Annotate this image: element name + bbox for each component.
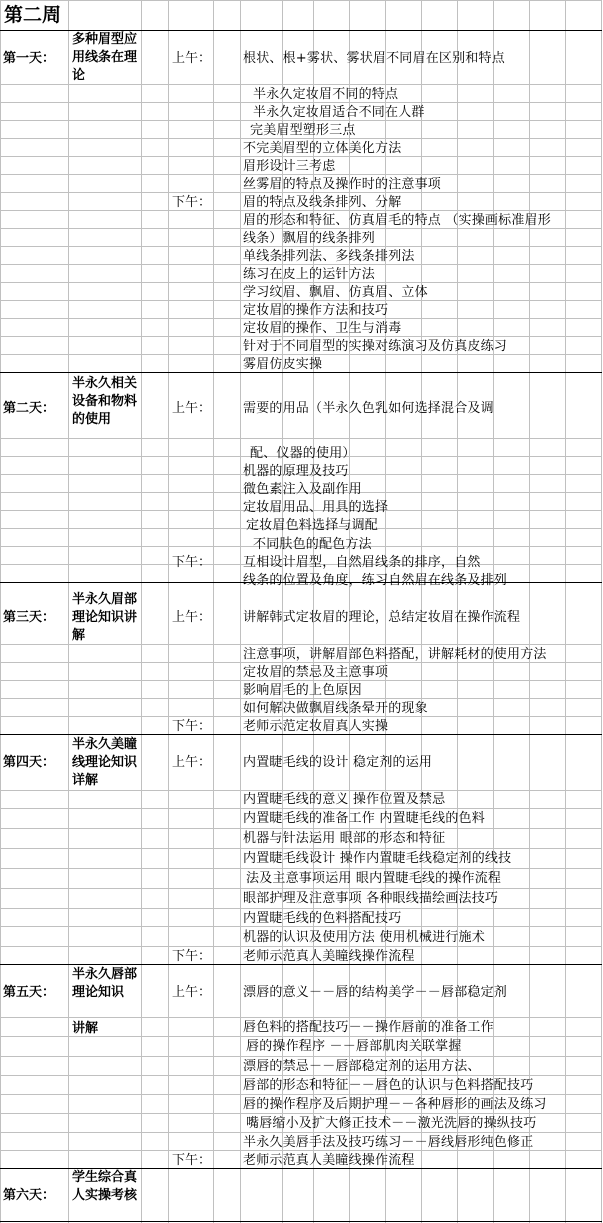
day-title: 半永久眉部理论知识讲解 — [72, 592, 138, 643]
grid-col-line — [168, 0, 169, 1223]
period-pm: 下午： — [172, 719, 212, 734]
schedule-line: 定妆眉用品、用具的选择 — [243, 500, 389, 515]
day-label: 第四天： — [3, 755, 56, 770]
grid-col-line — [529, 0, 530, 1223]
grid-col-line — [240, 0, 241, 1223]
schedule-line: 漂唇的禁忌－－唇部稳定剂的运用方法、 — [243, 1059, 481, 1074]
schedule-line: 影响眉毛的上色原因 — [243, 683, 362, 698]
period-am: 上午： — [172, 51, 212, 66]
grid-row-line — [0, 1017, 602, 1018]
schedule-line: 嘴唇缩小及扩大修正技术－－激光洗唇的操纵技巧 — [246, 1116, 537, 1131]
schedule-line: 内置睫毛线的色料搭配技巧 — [243, 911, 402, 926]
grid-col-line — [213, 0, 214, 1223]
day-label: 第二天： — [3, 401, 56, 416]
grid-col-line — [0, 0, 1, 1223]
schedule-line: 眼部护理及注意事项 各种眼线描绘画法技巧 — [243, 891, 499, 906]
period-pm: 下午： — [172, 195, 212, 210]
period-am: 上午： — [172, 755, 212, 770]
schedule-line: 内置睫毛线的意义 操作位置及禁忌 — [243, 792, 446, 807]
schedule-line: 定妆眉的操作方法和技巧 — [243, 303, 389, 318]
grid-row-line — [0, 848, 602, 849]
schedule-line: 唇色料的搭配技巧－－操作唇前的准备工作 — [243, 1020, 494, 1035]
day-title: 学生综合真人实操考核 — [72, 1170, 138, 1203]
schedule-line: 完美眉型塑形三点 — [250, 123, 356, 138]
day-title: 半永久相关设备和物料的使用 — [72, 376, 138, 427]
grid-col-line — [68, 0, 69, 1223]
schedule-line: 针对于不同眉型的实操对练演习及仿真皮练习 — [243, 339, 508, 354]
schedule-line: 唇的操作程序 －－唇部肌肉关联掌握 — [246, 1039, 462, 1054]
schedule-line: 眉的形态和特征、仿真眉毛的特点 （实操画标准眉形 — [243, 213, 551, 228]
schedule-line: 讲解韩式定妆眉的理论，总结定妆眉在操作流程 — [243, 610, 521, 625]
week-title: 第二周 — [4, 4, 62, 26]
grid-row-line — [0, 868, 602, 869]
day-title-continued: 讲解 — [72, 1021, 99, 1036]
period-am: 上午： — [172, 401, 212, 416]
grid-row-line — [0, 1056, 602, 1057]
day-label: 第六天： — [3, 1188, 56, 1203]
schedule-line: 内置睫毛线的准备工作 内置睫毛线的色料 — [243, 811, 485, 826]
day-label: 第一天： — [3, 51, 56, 66]
day-label: 第五天： — [3, 985, 56, 1000]
schedule-line: 半永久定妆眉不同的特点 — [253, 87, 399, 102]
schedule-line: 注意事项，讲解眉部色料搭配，讲解耗材的使用方法 — [243, 647, 547, 662]
schedule-line: 线条的位置及角度，练习自然眉在线条及排列 — [243, 573, 508, 588]
schedule-line: 互相设计眉型，自然眉线条的排序，自然 — [243, 555, 481, 570]
period-pm: 下午： — [172, 949, 212, 964]
schedule-line: 唇的操作程序及后期护理－－各种唇形的画法及练习 — [243, 1097, 547, 1112]
schedule-line: 唇部的形态和特征－－唇色的认识与色料搭配技巧 — [243, 1078, 534, 1093]
schedule-line: 内置睫毛线的设计 稳定剂的运用 — [243, 755, 433, 770]
day-title: 多种眉型应用线条在理论 — [72, 32, 138, 83]
day-label: 第三天： — [3, 610, 56, 625]
period-am: 上午： — [172, 610, 212, 625]
schedule-line: 眉形设计三考虑 — [243, 159, 336, 174]
grid-row-line — [0, 1221, 602, 1222]
schedule-line: 练习在皮上的运针方法 — [243, 267, 376, 282]
schedule-line: 定妆眉色料选择与调配 — [246, 518, 379, 533]
grid-row-line — [0, 438, 602, 439]
grid-row-line — [0, 828, 602, 829]
schedule-line: 学习纹眉、飘眉、仿真眉、立体 — [243, 285, 428, 300]
schedule-line: 老师示范定妆眉真人实操 — [243, 719, 389, 734]
schedule-line: 漂唇的意义－－唇的结构美学－－唇部稳定剂 — [243, 985, 508, 1000]
schedule-line: 半永久定妆眉适合不同在人群 — [253, 105, 425, 120]
period-am: 上午： — [172, 985, 212, 1000]
grid-row-line — [0, 0, 602, 1]
schedule-line: 线条）飘眉的线条排列 — [243, 231, 376, 246]
schedule-line: 老师示范真人美瞳线操作流程 — [243, 1153, 415, 1168]
schedule-line: 微色素注入及副作用 — [243, 482, 362, 497]
schedule-line: 如何解决做飘眉线条晕开的现象 — [243, 701, 428, 716]
schedule-line: 不同肤色的配色方法 — [253, 537, 372, 552]
day-title: 半永久唇部理论知识 — [72, 967, 138, 1000]
schedule-line: 单线条排列法、多线条排列法 — [243, 249, 415, 264]
grid-col-line — [601, 0, 602, 1223]
schedule-line: 机器的认识及使用方法 使用机械进行施术 — [243, 930, 485, 945]
grid-row-line — [0, 888, 602, 889]
schedule-line: 雾眉仿皮实操 — [243, 357, 323, 372]
grid-col-line — [565, 0, 566, 1223]
schedule-line: 半永久美唇手法及技巧练习－－唇线唇形纯色修正 — [243, 1135, 534, 1150]
schedule-line: 根状、根+雾状、雾状眉不同眉在区别和特点 — [243, 51, 505, 66]
schedule-line: 丝雾眉的特点及操作时的注意事项 — [243, 177, 442, 192]
schedule-line: 机器的原理及技巧 — [243, 464, 349, 479]
schedule-line: 机器与针法运用 眼部的形态和特征 — [243, 831, 446, 846]
period-pm: 下午： — [172, 555, 212, 570]
schedule-line: 需要的用品（半永久色乳如何选择混合及调 — [243, 401, 494, 416]
schedule-line: 不完美眉型的立体美化方法 — [243, 141, 402, 156]
grid-col-line — [141, 0, 142, 1223]
schedule-line: 定妆眉的禁忌及主意事项 — [243, 665, 389, 680]
schedule-line: 内置睫毛线设计 操作内置睫毛线稳定剂的线技 — [243, 851, 512, 866]
schedule-line: 配、仪器的使用） — [250, 446, 356, 461]
schedule-line: 定妆眉的操作、卫生与消毒 — [243, 321, 402, 336]
schedule-line: 老师示范真人美瞳线操作流程 — [243, 949, 415, 964]
grid-row-line — [0, 908, 602, 909]
period-pm: 下午： — [172, 1153, 212, 1168]
schedule-line: 法及主意事项运用 眼内置睫毛线的操作流程 — [246, 871, 502, 886]
schedule-line: 眉的特点及线条排列、分解 — [243, 195, 402, 210]
day-title: 半永久美瞳线理论知识详解 — [72, 737, 138, 788]
